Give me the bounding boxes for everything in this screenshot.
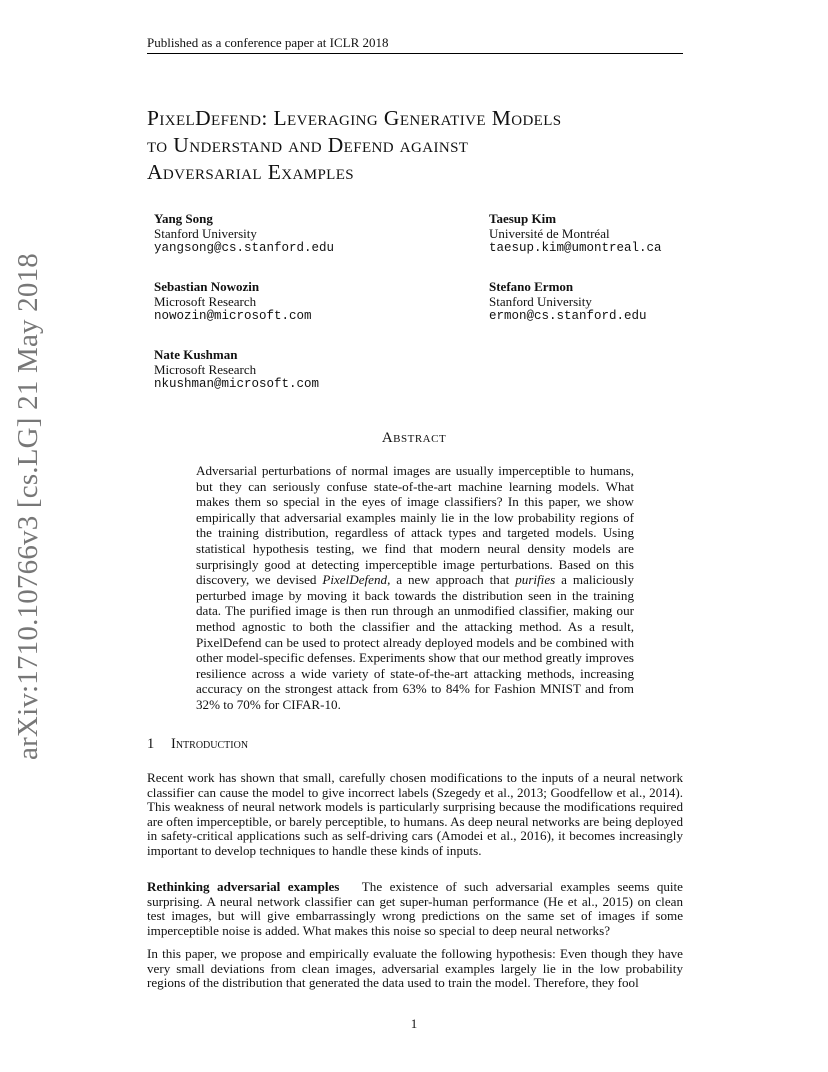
- title-line: to Understand and Defend against: [147, 133, 469, 157]
- author-email: taesup.kim@umontreal.ca: [489, 241, 662, 255]
- running-header: Published as a conference paper at ICLR 2018: [147, 35, 389, 50]
- section-heading: [147, 736, 248, 753]
- abstract-text: , a new approach that: [387, 572, 516, 588]
- title-line: PixelDefend: Leveraging Generative Models: [147, 106, 562, 130]
- intro-paragraph: Recent work has shown that small, carefully chosen modifications to the inputs of a neural network classifier can cause the model to give incorrect labels (Szegedy et al., 2013; Goodfellow et al., 2014). This weakness of neural network models is particularly surprising because the modifications required are often imperceptible, or barely perceptible, to humans. As deep neural networks are being deployed in safety-critical applications such as self-driving cars (Amodei et al., 2016), it becomes increasingly important to develop techniques to handle these kinds of inputs.: [147, 770, 683, 858]
- author-email: yangsong@cs.stanford.edu: [154, 241, 335, 255]
- abstract-body: [196, 463, 634, 713]
- section-number: 1: [147, 736, 155, 752]
- author-name: Nate Kushman: [154, 347, 238, 362]
- header-rule: [147, 53, 683, 54]
- arxiv-stamp: arXiv:1710.10766v3 [cs.LG] 21 May 2018: [12, 253, 44, 760]
- author-email: nowozin@microsoft.com: [154, 309, 312, 323]
- author-name: Stefano Ermon: [489, 279, 574, 294]
- author-block: [154, 211, 334, 256]
- abstract-emphasis: purifies: [515, 572, 556, 588]
- author-block: [489, 211, 662, 256]
- page-number: 1: [410, 1016, 418, 1031]
- paragraph-heading: Rethinking adversarial examples: [147, 879, 340, 894]
- author-affiliation: Université de Montréal: [489, 226, 610, 241]
- author-email: nkushman@microsoft.com: [154, 377, 320, 391]
- paper-title: [147, 105, 707, 186]
- author-affiliation: Stanford University: [154, 226, 257, 241]
- author-affiliation: Microsoft Research: [154, 294, 257, 309]
- paragraph-text: The existence of such adversarial examples seems quite surprising. A neural network classifier can get super-human performance (He et al., 2015) on clean test images, but will give embarrassingly wrong predictions on the same set of images if some imperceptible noise is added. What makes this noise so special to deep neural networks?: [147, 879, 683, 938]
- author-name: Yang Song: [154, 211, 213, 226]
- abstract-heading: Abstract: [381, 430, 447, 446]
- abstract-text: a maliciously perturbed image by moving it back towards the distribution seen in the training data. The purified image is then run through an unmodified classifier, making our method agnostic to both the classifier and the attacking method. As a result, PixelDefend can be used to protect already deployed models and be combined with other model-specific defenses. Experiments show that our method greatly improves resilience across a wide variety of state-of-the-art attacking methods, increasing accuracy on the strongest attack from 63% to 84% for Fashion MNIST and from 32% to 70% for CIFAR-10.: [196, 572, 634, 712]
- intro-paragraph: In this paper, we propose and empirically evaluate the following hypothesis: Even though they have very small deviations from clean images, adversarial examples largely lie in the low probability regions of the distribution that generated the data used to train the model. Therefore, they fool: [147, 946, 683, 991]
- section-title: Introduction: [171, 736, 249, 752]
- author-name: Taesup Kim: [489, 211, 557, 226]
- author-block: [154, 279, 312, 324]
- author-affiliation: Microsoft Research: [154, 362, 257, 377]
- author-email: ermon@cs.stanford.edu: [489, 309, 647, 323]
- author-affiliation: Stanford University: [489, 294, 592, 309]
- title-line: Adversarial Examples: [147, 160, 355, 184]
- abstract-emphasis: PixelDefend: [322, 572, 388, 588]
- abstract-text: Adversarial perturbations of normal images are usually imperceptible to humans, but they can seriously confuse state-of-the-art machine learning models. What makes them so special in the eyes of image classifiers? In this paper, we show empirically that adversarial examples mainly lie in the low probability regions of the training distribution, regardless of attack types and targeted models. Using statistical hypothesis testing, we find that modern neural density models are surprisingly good at detecting imperceptible image perturbations. Based on this discovery, we devised: [196, 463, 634, 588]
- author-block: [489, 279, 647, 324]
- author-name: Sebastian Nowozin: [154, 279, 260, 294]
- rethinking-paragraph: [147, 880, 683, 938]
- author-block: [154, 347, 319, 392]
